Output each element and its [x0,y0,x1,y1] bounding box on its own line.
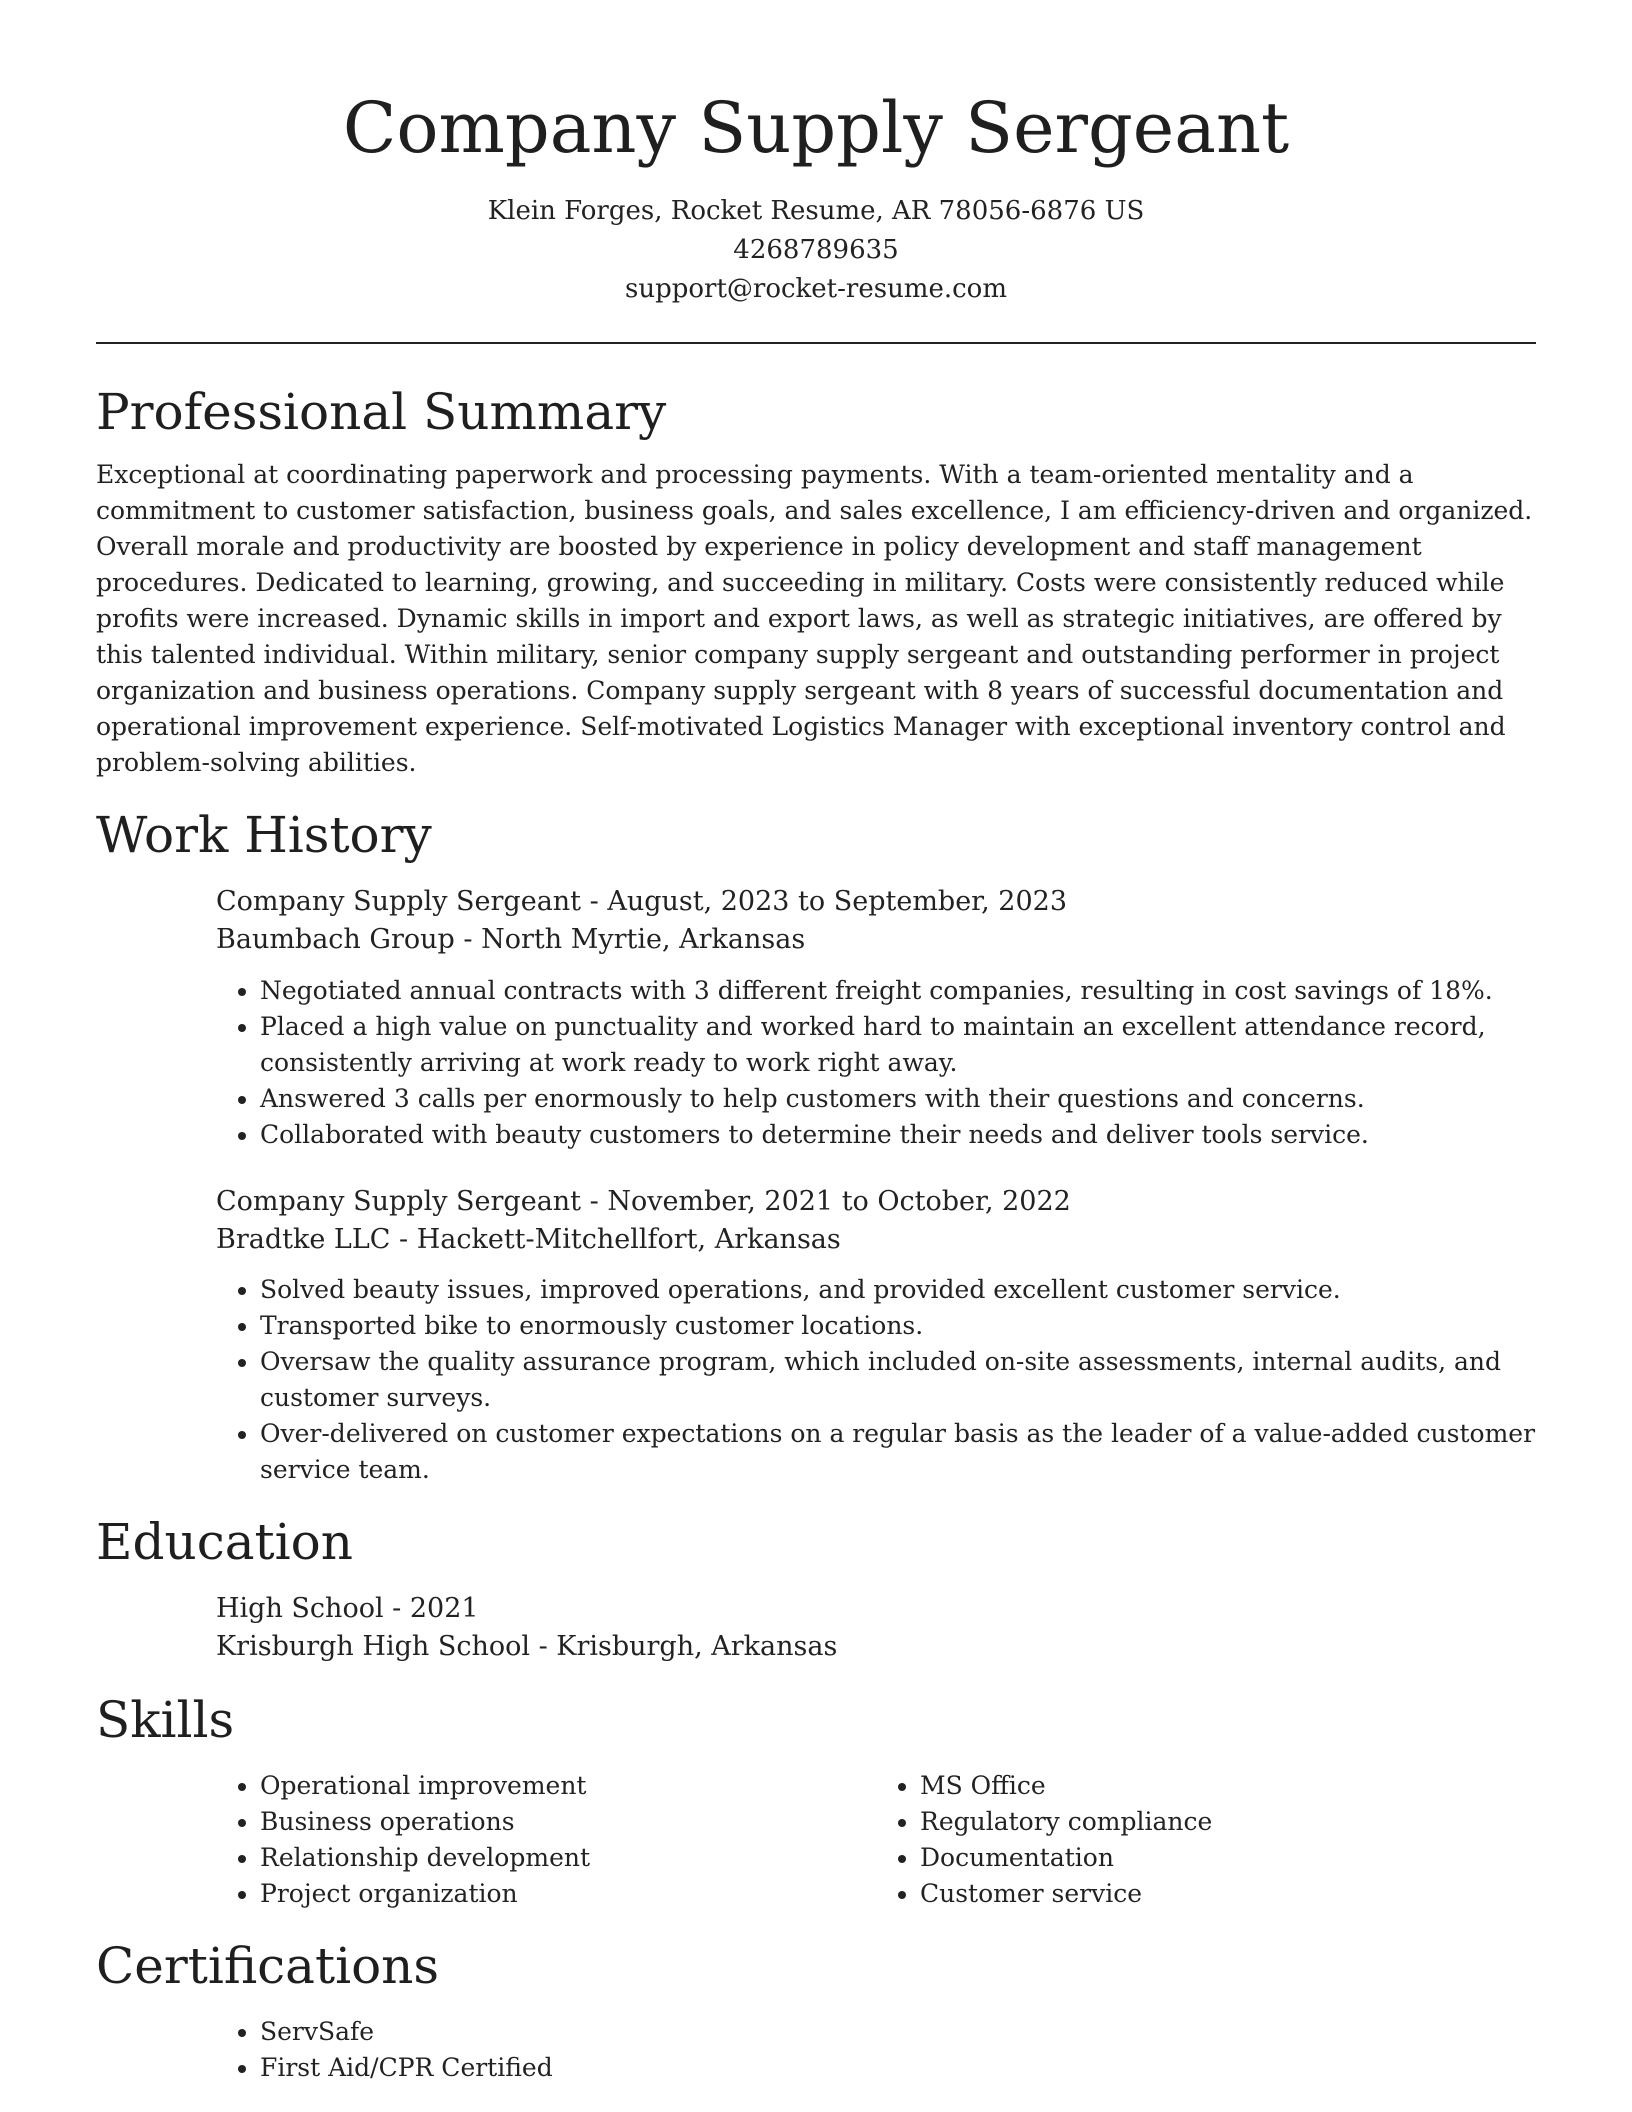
job-bullet: • Transported bike to enormously customer locations. [260,1308,1536,1344]
skills-section [96,1690,1536,1912]
resume-header [96,0,1536,309]
skill-item: • Regulatory compliance [920,1804,1536,1840]
education-entry [216,1590,1536,1666]
education-school-line [216,1628,1536,1666]
work-history-title: Work History [96,806,432,864]
work-history-section [96,805,1536,1488]
resume-page [96,0,1536,2086]
job-location: - North Myrtie, Arkansas [454,924,806,955]
skill-item: • Relationship development [260,1840,876,1876]
job-title-line [216,883,1536,921]
job-bullet: • Placed a high value on punctuality and worked hard to maintain an excellent attendance record, consistently arriving at work ready to work right away. [260,1009,1536,1081]
job-dates: - August, 2023 to September, 2023 [581,886,1068,917]
skill-item: • Documentation [920,1840,1536,1876]
contact-email: support@rocket-resume.com [624,274,1007,304]
contact-address: Klein Forges, Rocket Resume, AR 78056-6876 US [487,196,1145,226]
job-bullets [216,1272,1536,1488]
job-bullet: • Answered 3 calls per enormously to help customers with their questions and concerns. [260,1081,1536,1117]
contact-info [96,192,1536,309]
job-entry [216,883,1536,1153]
job-bullet: • Solved beauty issues, improved operations, and provided excellent customer service. [260,1272,1536,1308]
job-bullet: • Over-delivered on customer expectations on a regular basis as the leader of a value-added customer service team. [260,1416,1536,1488]
job-entry [216,1183,1536,1488]
skills-title: Skills [96,1691,235,1749]
job-company-line [216,921,1536,959]
job-position: Company Supply Sergeant [216,886,582,917]
certifications-list [216,2014,1536,2086]
job-company-line [216,1221,1536,1259]
education-degree: High School [216,1593,384,1624]
skill-item: • Business operations [260,1804,876,1840]
education-degree-line [216,1590,1536,1628]
education-section [96,1512,1536,1666]
job-bullet: • Collaborated with beauty customers to determine their needs and deliver tools service. [260,1117,1536,1153]
education-title: Education [96,1513,353,1571]
skill-item: • MS Office [920,1768,1536,1804]
job-bullet: • Negotiated annual contracts with 3 different freight companies, resulting in cost savings of 18%. [260,973,1536,1009]
job-company: Baumbach Group [216,924,455,955]
skill-item: • Operational improvement [260,1768,876,1804]
skills-list-right [876,1768,1536,1912]
certifications-section [96,1936,1536,2086]
skills-list-left [216,1768,876,1912]
summary-text: Exceptional at coordinating paperwork and processing payments. With a team-oriented mentality and a commitment to customer satisfaction, business goals, and sales excellence, I am efficiency-driven and organized. Overall morale and productivity are boosted by experience in policy development and staff management procedures. Dedicated to learning, growing, and succeeding in military. Costs were consistently reduced while profits were increased. Dynamic skills in import and export laws, as well as strategic initiatives, are offered by this talented individual. Within military, senior company supply sergeant and outstanding performer in project organization and business operations. Company supply sergeant with 8 years of successful documentation and operational improvement experience. Self-motivated Logistics Manager with exceptional inventory control and problem-solving abilities. [96,460,1533,777]
summary-section [96,382,1536,781]
education-location: - Krisburgh, Arkansas [530,1631,838,1662]
education-school: Krisburgh High School [216,1631,530,1662]
job-company: Bradtke LLC [216,1224,391,1255]
job-position: Company Supply Sergeant [216,1186,582,1217]
certification-item: • ServSafe [260,2014,1536,2050]
job-bullet: • Oversaw the quality assurance program, which included on-site assessments, internal audits, and customer surveys. [260,1344,1536,1416]
education-year: - 2021 [383,1593,479,1624]
skill-item: • Project organization [260,1876,876,1912]
job-location: - Hackett-Mitchellfort, Arkansas [390,1224,841,1255]
job-dates: - November, 2021 to October, 2022 [581,1186,1071,1217]
summary-title: Professional Summary [96,383,667,441]
skill-item: • Customer service [920,1876,1536,1912]
certification-item: • First Aid/CPR Certified [260,2050,1536,2086]
contact-phone: 4268789635 [733,235,899,265]
resume-name: Company Supply Sergeant [342,87,1290,169]
skills-columns [216,1768,1536,1912]
header-divider [96,342,1536,344]
job-title-line [216,1183,1536,1221]
certifications-title: Certifications [96,1937,440,1995]
job-bullets [216,973,1536,1153]
